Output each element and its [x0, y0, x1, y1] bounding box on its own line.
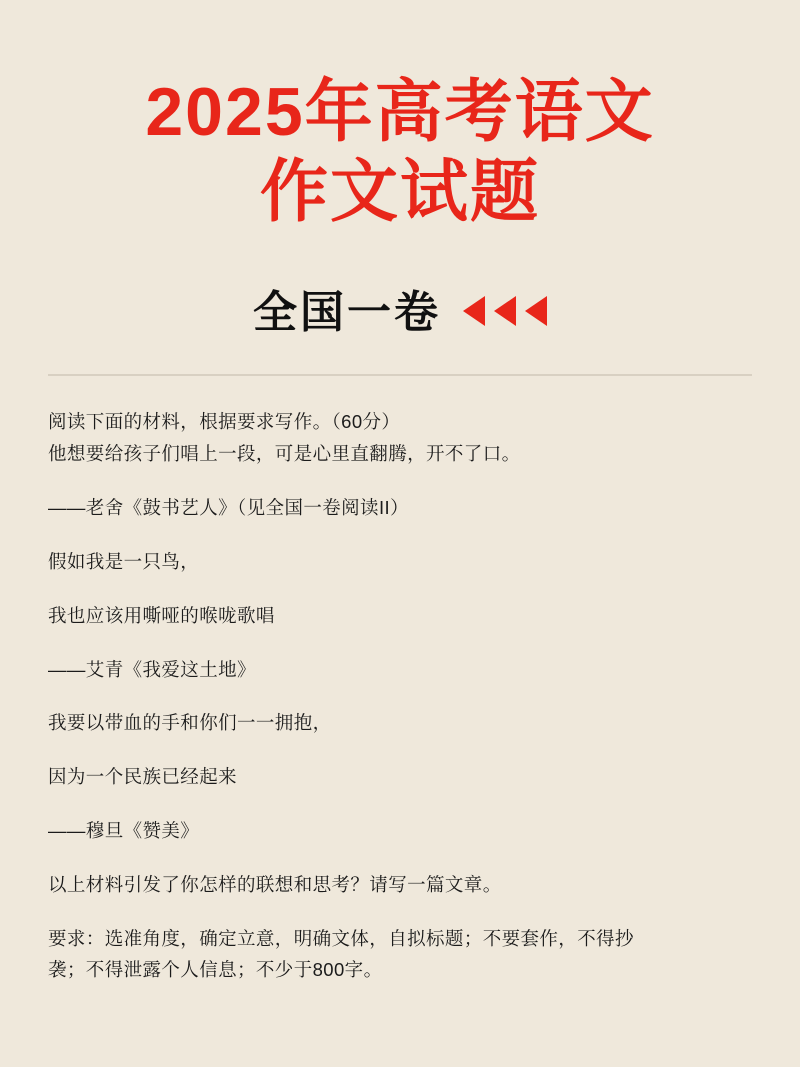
paragraph-requirements — [48, 923, 752, 987]
page-title-line-2: 作文试题 — [259, 154, 540, 231]
paragraph-line: 袭；不得泄露个人信息；不少于800字。 — [48, 959, 383, 981]
page-title-line-1: 2025年高考语文 — [145, 74, 655, 150]
arrow-group — [463, 296, 547, 326]
paragraph-prompt — [48, 869, 752, 901]
title-block — [0, 0, 800, 340]
paragraph-source-aiqing — [48, 654, 752, 686]
paragraph-instruction — [48, 406, 752, 470]
paragraph-quote-aiqing-1 — [48, 546, 752, 578]
paragraph-line: ——老舍《鼓书艺人》（见全国一卷阅读II） — [48, 497, 409, 519]
paragraph-line: ——穆旦《赞美》 — [48, 819, 200, 841]
paragraph-source-laoshe — [48, 492, 752, 524]
paragraph-line: 我也应该用嘶哑的喉咙歌唱 — [48, 604, 275, 626]
paragraph-line: 我要以带血的手和你们一一拥抱， — [48, 712, 332, 734]
triangle-left-icon — [525, 296, 547, 326]
paragraph-quote-aiqing-2 — [48, 600, 752, 632]
exam-paper-subtitle: 全国一卷 — [253, 288, 441, 338]
paragraph-line: 他想要给孩子们唱上一段，可是心里直翻腾，开不了口。 — [48, 443, 521, 465]
subtitle-row — [0, 276, 800, 340]
triangle-left-icon — [463, 296, 485, 326]
triangle-left-icon — [494, 296, 516, 326]
paragraph-line: 假如我是一只鸟， — [48, 550, 200, 572]
paragraph-source-mudan — [48, 815, 752, 847]
paragraph-quote-mudan-1 — [48, 707, 752, 739]
paragraph-line: ——艾青《我爱这土地》 — [48, 658, 256, 680]
paragraph-line: 因为一个民族已经起来 — [48, 766, 238, 788]
paragraph-line: 以上材料引发了你怎样的联想和思考？请写一篇文章。 — [48, 873, 502, 895]
essay-prompt-body — [48, 376, 752, 986]
paragraph-quote-mudan-2 — [48, 761, 752, 793]
paragraph-line: 要求：选准角度，确定立意，明确文体，自拟标题；不要套作，不得抄 — [48, 927, 634, 949]
paragraph-line: 阅读下面的材料，根据要求写作。（60分） — [48, 411, 401, 433]
